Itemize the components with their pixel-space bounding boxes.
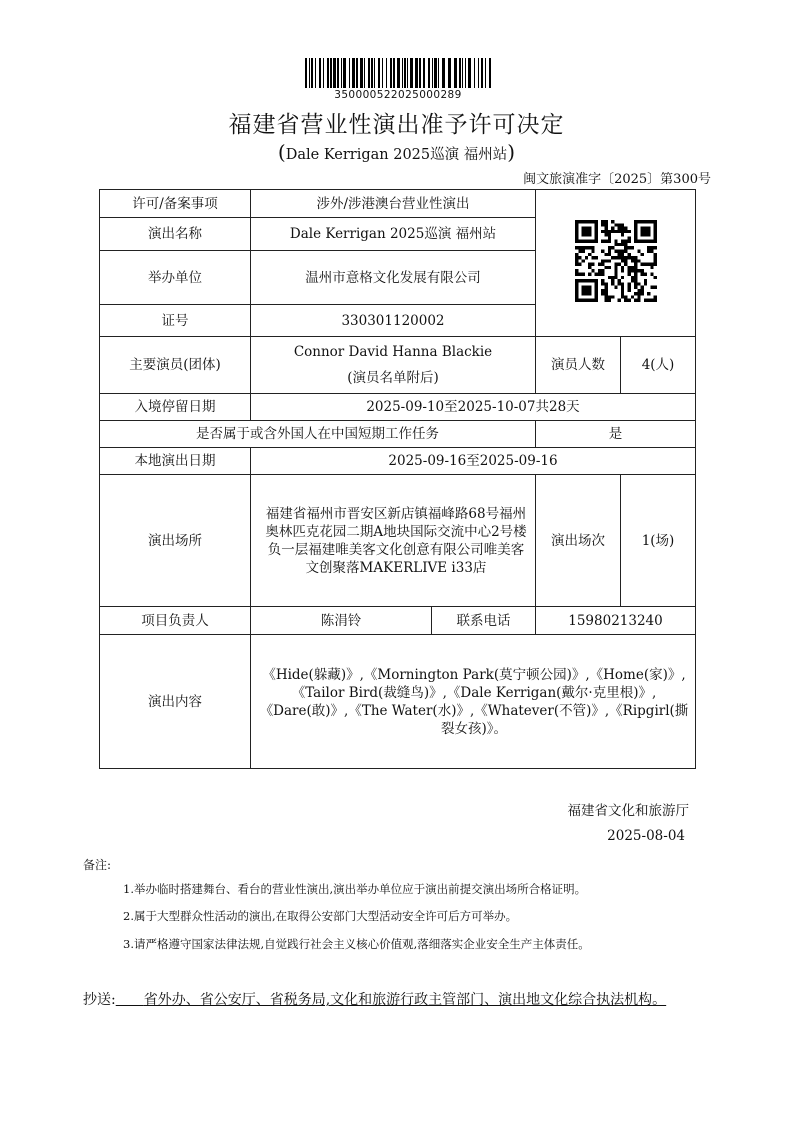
local-date-label: 本地演出日期: [100, 448, 251, 475]
issue-date: 2025-08-04: [607, 828, 685, 844]
subtitle-close-paren: ): [507, 140, 516, 164]
content-value: 《Hide(躲藏)》,《Mornington Park(莫宁顿公园)》,《Home(家)》,《Tailor Bird(裁缝鸟)》,《Dale Kerrigan(戴尔·克里根)》,《Dare(敢)》,《The Water(水)》,《Whatever(不管)》,《Ripgirl(撕裂女孩)》。: [251, 635, 696, 769]
row-manager: [100, 607, 696, 635]
show-name-label: 演出名称: [100, 218, 251, 251]
license-item-value: 涉外/涉港澳台营业性演出: [251, 190, 536, 218]
performer-count-value: 4(人): [621, 337, 696, 394]
local-date-value: 2025-09-16至2025-09-16: [251, 448, 696, 475]
row-venue: [100, 475, 696, 607]
organizer-value: 温州市意格文化发展有限公司: [251, 251, 536, 305]
performer-count-label: 演员人数: [536, 337, 621, 394]
note-item: 2.属于大型群众性活动的演出,在取得公安部门大型活动安全许可后方可举办。: [123, 909, 518, 923]
performers-value: Connor David Hanna Blackie: [293, 344, 493, 360]
license-table: [99, 189, 696, 769]
phone-label: 联系电话: [432, 607, 536, 635]
document-title: 福建省营业性演出准予许可决定: [228, 112, 565, 138]
subtitle-open-paren: (: [277, 140, 286, 164]
qr-code-image: [575, 220, 657, 302]
performers-label: 主要演员(团体): [100, 337, 251, 394]
note-item: 3.请严格遵守国家法律法规,自觉践行社会主义核心价值观,落细落实企业安全生产主体责任。: [123, 937, 590, 951]
content-label: 演出内容: [100, 635, 251, 769]
sessions-value: 1(场): [621, 475, 696, 607]
row-content: [100, 635, 696, 769]
foreign-question: 是否属于或含外国人在中国短期工作任务: [100, 421, 536, 448]
row-foreign: [100, 421, 696, 448]
performers-note: (演员名单附后): [347, 370, 439, 386]
show-name-value: Dale Kerrigan 2025巡演 福州站: [251, 218, 536, 251]
notes-heading: 备注:: [83, 858, 112, 872]
foreign-answer: 是: [536, 421, 696, 448]
row-performers: [100, 337, 696, 394]
barcode-image: [305, 58, 491, 88]
note-item: 1.举办临时搭建舞台、看台的营业性演出,演出举办单位应于演出前提交演出场所合格证明。: [123, 882, 587, 896]
cert-label: 证号: [100, 305, 251, 337]
row-local-dates: [100, 448, 696, 475]
venue-label: 演出场所: [100, 475, 251, 607]
license-item-label: 许可/备案事项: [100, 190, 251, 218]
organizer-label: 举办单位: [100, 251, 251, 305]
barcode-number: 350000522025000289: [334, 89, 462, 101]
cc-text: [116, 992, 666, 1008]
manager-label: 项目负责人: [100, 607, 251, 635]
qr-cell: [536, 190, 696, 337]
cc-line: [83, 987, 713, 1013]
cc-label: 抄送:: [83, 992, 116, 1008]
document-subtitle: [0, 140, 793, 164]
cc-recipients: 省外办、省公安厅、省税务局,文化和旅游行政主管部门、演出地文化综合执法机构。: [143, 992, 667, 1008]
row-entry-dates: [100, 394, 696, 421]
row-license-item: [100, 190, 696, 218]
venue-value: 福建省福州市晋安区新店镇福峰路68号福州奥林匹克花园二期A地块国际交流中心2号楼负一层福建唯美客文化创意有限公司唯美客文创聚落MAKERLIVE i33店: [251, 475, 536, 607]
entry-label: 入境停留日期: [100, 394, 251, 421]
performers-cell: [251, 337, 536, 394]
issuer-name: 福建省文化和旅游厅: [567, 803, 689, 819]
subtitle-text: Dale Kerrigan 2025巡演 福州站: [285, 147, 508, 163]
sessions-label: 演出场次: [536, 475, 621, 607]
phone-value: 15980213240: [536, 607, 696, 635]
cert-value: 330301120002: [251, 305, 536, 337]
entry-value: 2025-09-10至2025-10-07共28天: [251, 394, 696, 421]
manager-value: 陈涓铃: [251, 607, 432, 635]
document-number: 闽文旅演准字〔2025〕第300号: [523, 172, 711, 187]
